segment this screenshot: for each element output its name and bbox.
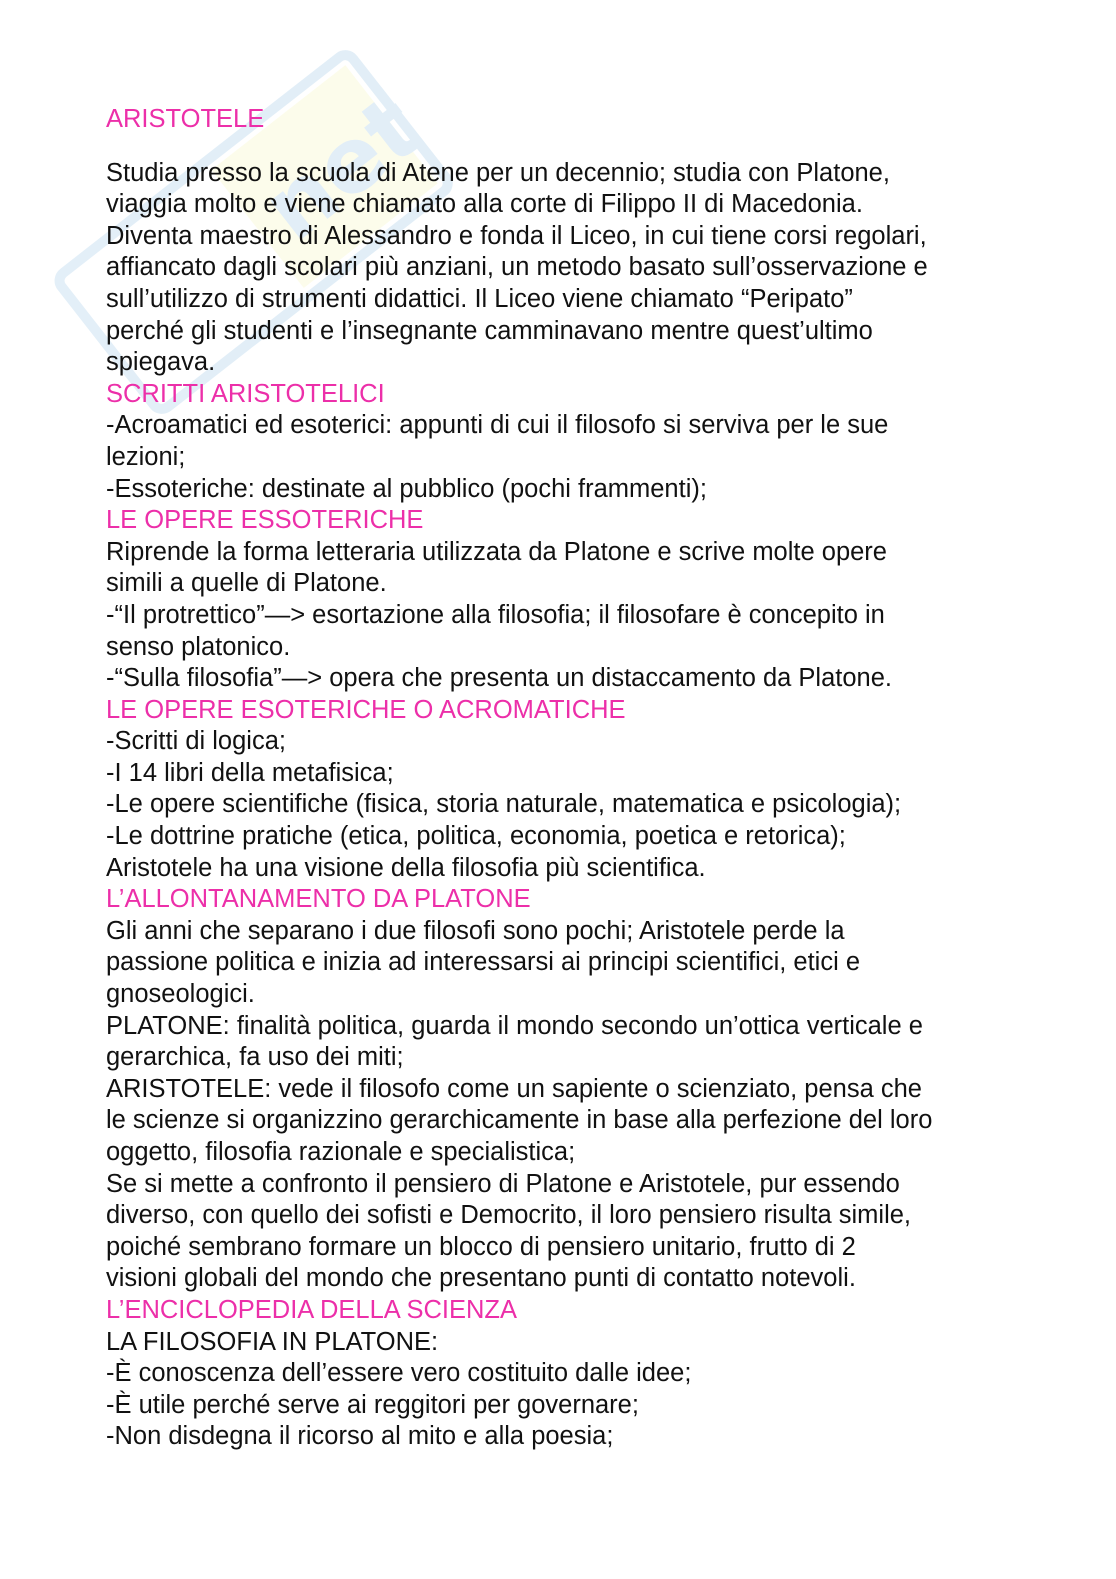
text-line: PLATONE: finalità politica, guarda il mondo secondo un’ottica verticale e [106, 1011, 923, 1040]
document-page [106, 104, 1006, 1453]
text-line: Se si mette a confronto il pensiero di Platone e Aristotele, pur essendo [106, 1169, 900, 1198]
text-line: spiegava. [106, 348, 216, 377]
text-line: -È utile perché serve ai reggitori per governare; [106, 1390, 639, 1419]
text-line: viaggia molto e viene chiamato alla corte di Filippo II di Macedonia. [106, 190, 863, 219]
text-line: -I 14 libri della metafisica; [106, 758, 394, 787]
section-opere-essoteriche [106, 505, 1006, 695]
text-line: -Acroamatici ed esoterici: appunti di cui il filosofo si serviva per le sue [106, 411, 889, 440]
document-title: ARISTOTELE [106, 105, 265, 133]
text-line: diverso, con quello dei sofisti e Democrito, il loro pensiero risulta simile, [106, 1201, 912, 1230]
text-line: gerarchica, fa uso dei miti; [106, 1043, 404, 1072]
text-line: le scienze si organizzino gerarchicamente in base alla perfezione del loro [106, 1106, 933, 1135]
intro-paragraph [106, 158, 1006, 379]
section-heading: LE OPERE ESSOTERICHE [106, 506, 424, 535]
text-line: -“Il protrettico”—> esortazione alla filosofia; il filosofare è concepito in [106, 600, 885, 629]
text-line: -Non disdegna il ricorso al mito e alla poesia; [106, 1422, 614, 1451]
section-scritti [106, 379, 1006, 505]
text-line: affiancato dagli scolari più anziani, un metodo basato sull’osservazione e [106, 253, 928, 282]
section-enciclopedia [106, 1295, 1006, 1453]
section-heading: SCRITTI ARISTOTELICI [106, 379, 385, 408]
text-line: Gli anni che separano i due filosofi sono pochi; Aristotele perde la [106, 916, 845, 945]
watermark-text: net [243, 75, 441, 262]
text-line: -Le opere scientifiche (fisica, storia naturale, matematica e psicologia); [106, 790, 902, 819]
text-line: -Essoteriche: destinate al pubblico (pochi frammenti); [106, 474, 707, 503]
text-line: lezioni; [106, 442, 186, 471]
text-line: -Scritti di logica; [106, 727, 286, 756]
text-line: passione politica e inizia ad interessarsi ai principi scientifici, etici e [106, 948, 861, 977]
text-line: Diventa maestro di Alessandro e fonda il Liceo, in cui tiene corsi regolari, [106, 221, 927, 250]
text-line: Riprende la forma letteraria utilizzata da Platone e scrive molte opere [106, 537, 887, 566]
text-line: oggetto, filosofia razionale e specialistica; [106, 1138, 576, 1166]
text-line: LA FILOSOFIA IN PLATONE: [106, 1327, 439, 1356]
text-line: -È conoscenza dell’essere vero costituito dalle idee; [106, 1359, 692, 1388]
text-line: senso platonico. [106, 632, 291, 661]
text-line: Studia presso la scuola di Atene per un decennio; studia con Platone, [106, 158, 890, 187]
text-line: -“Sulla filosofia”—> opera che presenta un distaccamento da Platone. [106, 664, 892, 693]
section-heading: L’ALLONTANAMENTO DA PLATONE [106, 885, 531, 914]
text-line: gnoseologici. [106, 980, 255, 1009]
text-line: perché gli studenti e l’insegnante camminavano mentre quest’ultimo [106, 316, 873, 345]
section-heading: LE OPERE ESOTERICHE O ACROMATICHE [106, 695, 626, 724]
text-line: simili a quelle di Platone. [106, 569, 387, 598]
text-line: ARISTOTELE: vede il filosofo come un sapiente o scienziato, pensa che [106, 1074, 922, 1103]
section-opere-esoteriche [106, 695, 1006, 885]
text-line: poiché sembrano formare un blocco di pensiero unitario, frutto di 2 [106, 1232, 856, 1261]
text-line: visioni globali del mondo che presentano punti di contatto notevoli. [106, 1264, 856, 1293]
section-allontanamento [106, 884, 1006, 1295]
text-line: Aristotele ha una visione della filosofia più scientifica. [106, 853, 706, 882]
section-heading: L’ENCICLOPEDIA DELLA SCIENZA [106, 1295, 517, 1324]
text-line: sull’utilizzo di strumenti didattici. Il Liceo viene chiamato “Peripato” [106, 284, 853, 313]
text-line: -Le dottrine pratiche (etica, politica, economia, poetica e retorica); [106, 822, 846, 851]
